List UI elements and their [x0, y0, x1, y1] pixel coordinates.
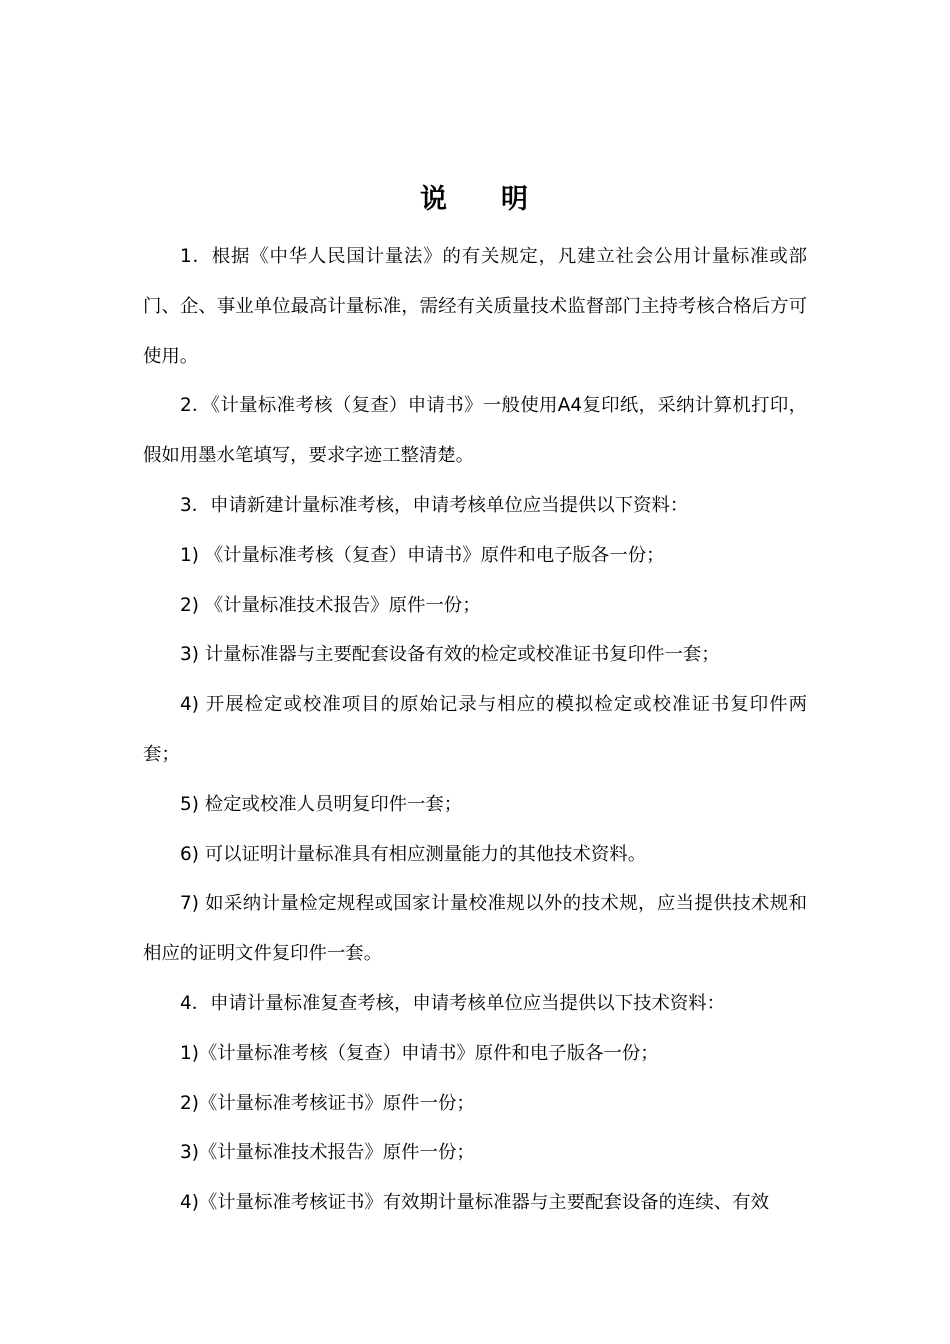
- list-item: 1) 《计量标准考核（复查）申请书》原件和电子版各一份；: [180, 544, 665, 566]
- document-body: [143, 232, 807, 1228]
- list-item: 2)《计量标准考核证书》原件一份；: [180, 1092, 475, 1114]
- list-item: 5) 检定或校准人员明复印件一套；: [180, 793, 463, 815]
- list-item: 2) 《计量标准技术报告》原件一份；: [180, 594, 481, 616]
- title-char-2: 明: [501, 184, 530, 215]
- paragraph: 1．根据《中华人民国计量法》的有关规定，凡建立社会公用计量标准或部门、企、事业单位最高计量标准，需经有关质量技术监督部门主持考核合格后方可使用。: [143, 246, 807, 367]
- paragraph: 3．申请新建计量标准考核，申请考核单位应当提供以下资料：: [180, 494, 689, 516]
- list-item: 3)《计量标准技术报告》原件一份；: [180, 1142, 475, 1164]
- paragraph: 4．申请计量标准复查考核，申请考核单位应当提供以下技术资料：: [180, 992, 726, 1014]
- list-item: 4) 开展检定或校准项目的原始记录与相应的模拟检定或校准证书复印件两套；: [143, 694, 807, 765]
- list-item: 7) 如采纳计量检定规程或国家计量校准规以外的技术规，应当提供技术规和相应的证明文件复印件一套。: [143, 893, 807, 965]
- list-item: 6) 可以证明计量标准具有相应测量能力的其他技术资料。: [180, 843, 647, 865]
- title-char-1: 说: [420, 184, 449, 215]
- list-item: 1)《计量标准考核（复查）申请书》原件和电子版各一份；: [180, 1042, 659, 1064]
- list-item: 4)《计量标准考核证书》有效期计量标准器与主要配套设备的连续、有效: [180, 1192, 769, 1214]
- paragraph: 2．《计量标准考核（复查）申请书》一般使用A4复印纸，采纳计算机打印，假如用墨水笔填写，要求字迹工整清楚。: [143, 395, 807, 467]
- document-title: [0, 180, 950, 220]
- list-item: 3) 计量标准器与主要配套设备有效的检定或校准证书复印件一套；: [180, 644, 720, 666]
